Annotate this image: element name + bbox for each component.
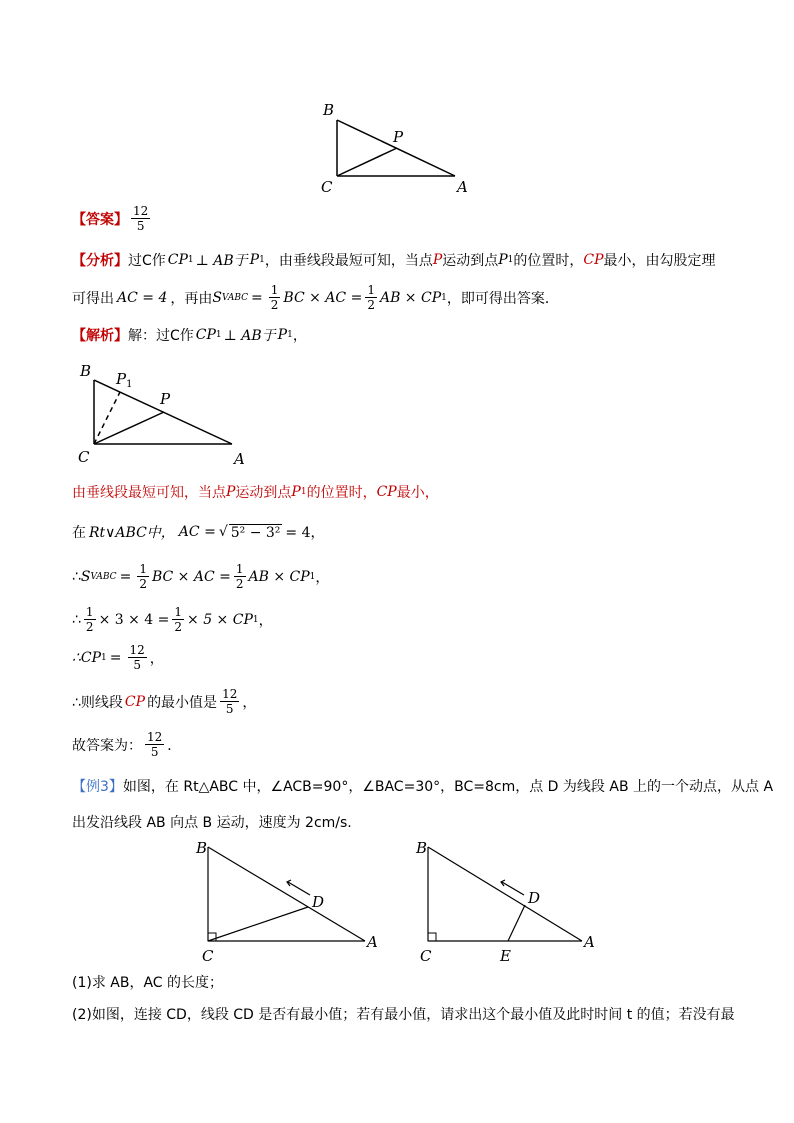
example-tag: 【例3】: [72, 779, 123, 795]
step-math: CP: [124, 693, 146, 710]
figure-triangle-4: [410, 835, 610, 965]
step-math: AC =: [178, 524, 216, 540]
question-2: [72, 1004, 735, 1024]
fig1-label-p: P: [393, 128, 404, 146]
fig3-label-d: D: [312, 893, 325, 911]
result-fraction: $\frac{12}{5}$: [129, 643, 145, 672]
analysis-math: S: [212, 289, 222, 306]
step-line-6: [72, 687, 256, 716]
step-math: P: [291, 484, 301, 500]
fig3-label-a: A: [367, 933, 378, 951]
half-fraction: $\frac{1}{2}$: [270, 283, 279, 312]
fig1-label-a: A: [457, 178, 468, 196]
fig2-label-b: B: [80, 362, 92, 380]
step-text: 在: [72, 525, 86, 541]
analysis-math: AB × CP: [379, 289, 442, 306]
fig2-label-a: A: [234, 450, 245, 468]
step-text: ∴: [72, 568, 81, 585]
analysis-math: ⊥ AB于: [195, 253, 248, 269]
solution-text: ，: [292, 328, 307, 344]
analysis-text: 运动到点: [442, 253, 499, 269]
solution-math: P: [277, 327, 288, 343]
fig4-label-b: B: [416, 839, 428, 857]
analysis-math: P: [498, 252, 508, 268]
solution-math: CP: [195, 327, 216, 343]
step-math: VABC: [90, 571, 117, 582]
question-text: (2)如图，连接 CD，线段 CD 是否有最小值；若有最小值，请求出这个最小值及此时时间 t 的值；若没有最: [72, 1007, 735, 1023]
figure-triangle-2: [72, 358, 262, 470]
analysis-tag: 【分析】: [72, 253, 128, 269]
step-math: ∴CP: [72, 649, 102, 666]
analysis-math: P: [249, 252, 260, 268]
solution-text: 解：过C作: [128, 328, 194, 344]
analysis-math: BC × AC =: [283, 289, 363, 306]
step-text: ，: [258, 612, 273, 629]
step-math: CP: [376, 484, 397, 500]
step-math: Rt∨ABC中，: [89, 525, 175, 541]
analysis-text: 可得出: [72, 290, 114, 307]
half-fraction: $\frac{1}{2}$: [174, 605, 183, 634]
solution-tag: 【解析】: [72, 328, 128, 344]
fig4-label-d: D: [528, 889, 541, 907]
example-text: 如图，在 Rt△ABC 中，∠ACB=90°，∠BAC=30°，BC=8cm，点 D 为线段 AB 上的一个动点，从点 A: [122, 779, 774, 795]
answer-fraction: $\frac{12}{5}$: [133, 204, 149, 233]
step-text: ∴: [72, 611, 81, 628]
example-line-2: [72, 812, 352, 832]
analysis-text: 最小，由勾股定理: [603, 253, 716, 269]
step-math: =: [119, 568, 132, 585]
analysis-math: P: [432, 252, 443, 268]
result-fraction: $\frac{12}{5}$: [222, 687, 238, 716]
analysis-text: ，再由: [170, 290, 213, 307]
step-line-2: 在 Rt∨ABC中， AC = √ 5² − 3² = 4，: [72, 524, 325, 541]
step-text: 故答案为：: [72, 737, 142, 754]
step-math: AB × CP: [248, 568, 310, 585]
figure-triangle-3: [190, 835, 400, 965]
fig4-label-e: E: [500, 947, 511, 965]
analysis-math: CP: [583, 252, 604, 268]
answer-line: [72, 204, 153, 233]
step-line-7: [72, 730, 181, 759]
step-math: P: [226, 484, 236, 500]
step-math: × 5 × CP: [187, 611, 253, 628]
fig4-label-c: C: [420, 947, 432, 965]
fig1-label-c: C: [321, 178, 333, 196]
step-text: 的位置时，: [306, 485, 377, 501]
step-text: 最小，: [396, 485, 439, 501]
step-line-5: ∴CP 1 = $\frac{12}{5}$ ，: [72, 643, 164, 672]
step-math: BC × AC =: [151, 568, 231, 585]
step-text: ∴则线段: [72, 694, 123, 711]
example-line-1: [72, 776, 773, 796]
result-fraction: $\frac{12}{5}$: [147, 730, 163, 759]
step-line-4: ∴ $\frac{1}{2}$ × 3 × 4 = $\frac{1}{2}$ × 5 × CP 1 ，: [72, 605, 273, 634]
fig2-label-c: C: [78, 448, 90, 466]
step-text: 由垂线段最短可知，当点: [72, 485, 226, 501]
step-text: 的最小值是: [147, 694, 218, 711]
analysis-text: ，由垂线段最短可知，当点: [264, 253, 433, 269]
analysis-math: CP: [167, 252, 188, 268]
analysis-math: AC = 4: [117, 289, 168, 306]
analysis-text: 的位置时，: [513, 253, 584, 269]
step-math: = 4，: [285, 525, 325, 541]
fig3-label-b: B: [196, 839, 208, 857]
step-math: S: [80, 568, 91, 585]
analysis-math: =: [251, 289, 263, 306]
question-1: [72, 972, 223, 992]
fig3-label-c: C: [202, 947, 214, 965]
question-text: (1)求 AB，AC 的长度；: [72, 975, 224, 991]
solution-math: ⊥ AB于: [223, 328, 276, 344]
analysis-math: VABC: [221, 292, 249, 303]
step-text: ．: [167, 737, 182, 754]
example-text: 出发沿线段 AB 向点 B 运动，速度为 2cm/s.: [72, 815, 352, 831]
fig4-label-a: A: [584, 933, 595, 951]
half-fraction: $\frac{1}{2}$: [367, 283, 375, 312]
step-text: ，: [149, 650, 164, 667]
step-math: 5² − 3²: [230, 524, 281, 541]
half-fraction: $\frac{1}{2}$: [85, 605, 94, 634]
half-fraction: $\frac{1}{2}$: [139, 562, 147, 591]
answer-tag: 【答案】: [72, 211, 128, 228]
step-math: =: [109, 649, 122, 666]
step-text: 运动到点: [235, 485, 292, 501]
step-math: × 3 × 4 =: [98, 611, 170, 628]
fig2-label-p: P: [160, 390, 171, 408]
analysis-text: 过C作: [128, 253, 166, 269]
step-text: ，: [315, 569, 330, 586]
figure-triangle-1: [315, 98, 485, 198]
step-line-3: ∴ S VABC = $\frac{1}{2}$ BC × AC = $\frac{1}{2}$ AB × CP 1 ，: [72, 562, 330, 591]
step-line-1: 由垂线段最短可知，当点 P 运动到点 P 1 的位置时， CP 最小，: [72, 484, 439, 501]
step-text: ，: [242, 694, 257, 711]
solution-line-1: 【解析】 解：过C作 CP 1 ⊥ AB于 P 1 ，: [72, 327, 307, 344]
half-fraction: $\frac{1}{2}$: [235, 562, 244, 591]
analysis-line-1: 【分析】 过C作 CP 1 ⊥ AB于 P 1 ，由垂线段最短可知，当点 P 运动到点 P 1 的位置时， CP 最小，由勾股定理: [72, 252, 716, 269]
fig1-label-b: B: [323, 101, 335, 119]
analysis-text: ，即可得出答案．: [446, 290, 559, 307]
fig2-label-p1: $P_1$: [116, 370, 133, 390]
analysis-line-2: 可得出 AC = 4 ，再由 S VABC = $\frac{1}{2}$ BC × AC = $\frac{1}{2}$ AB × CP 1 ，即可得出答案．: [72, 283, 559, 312]
